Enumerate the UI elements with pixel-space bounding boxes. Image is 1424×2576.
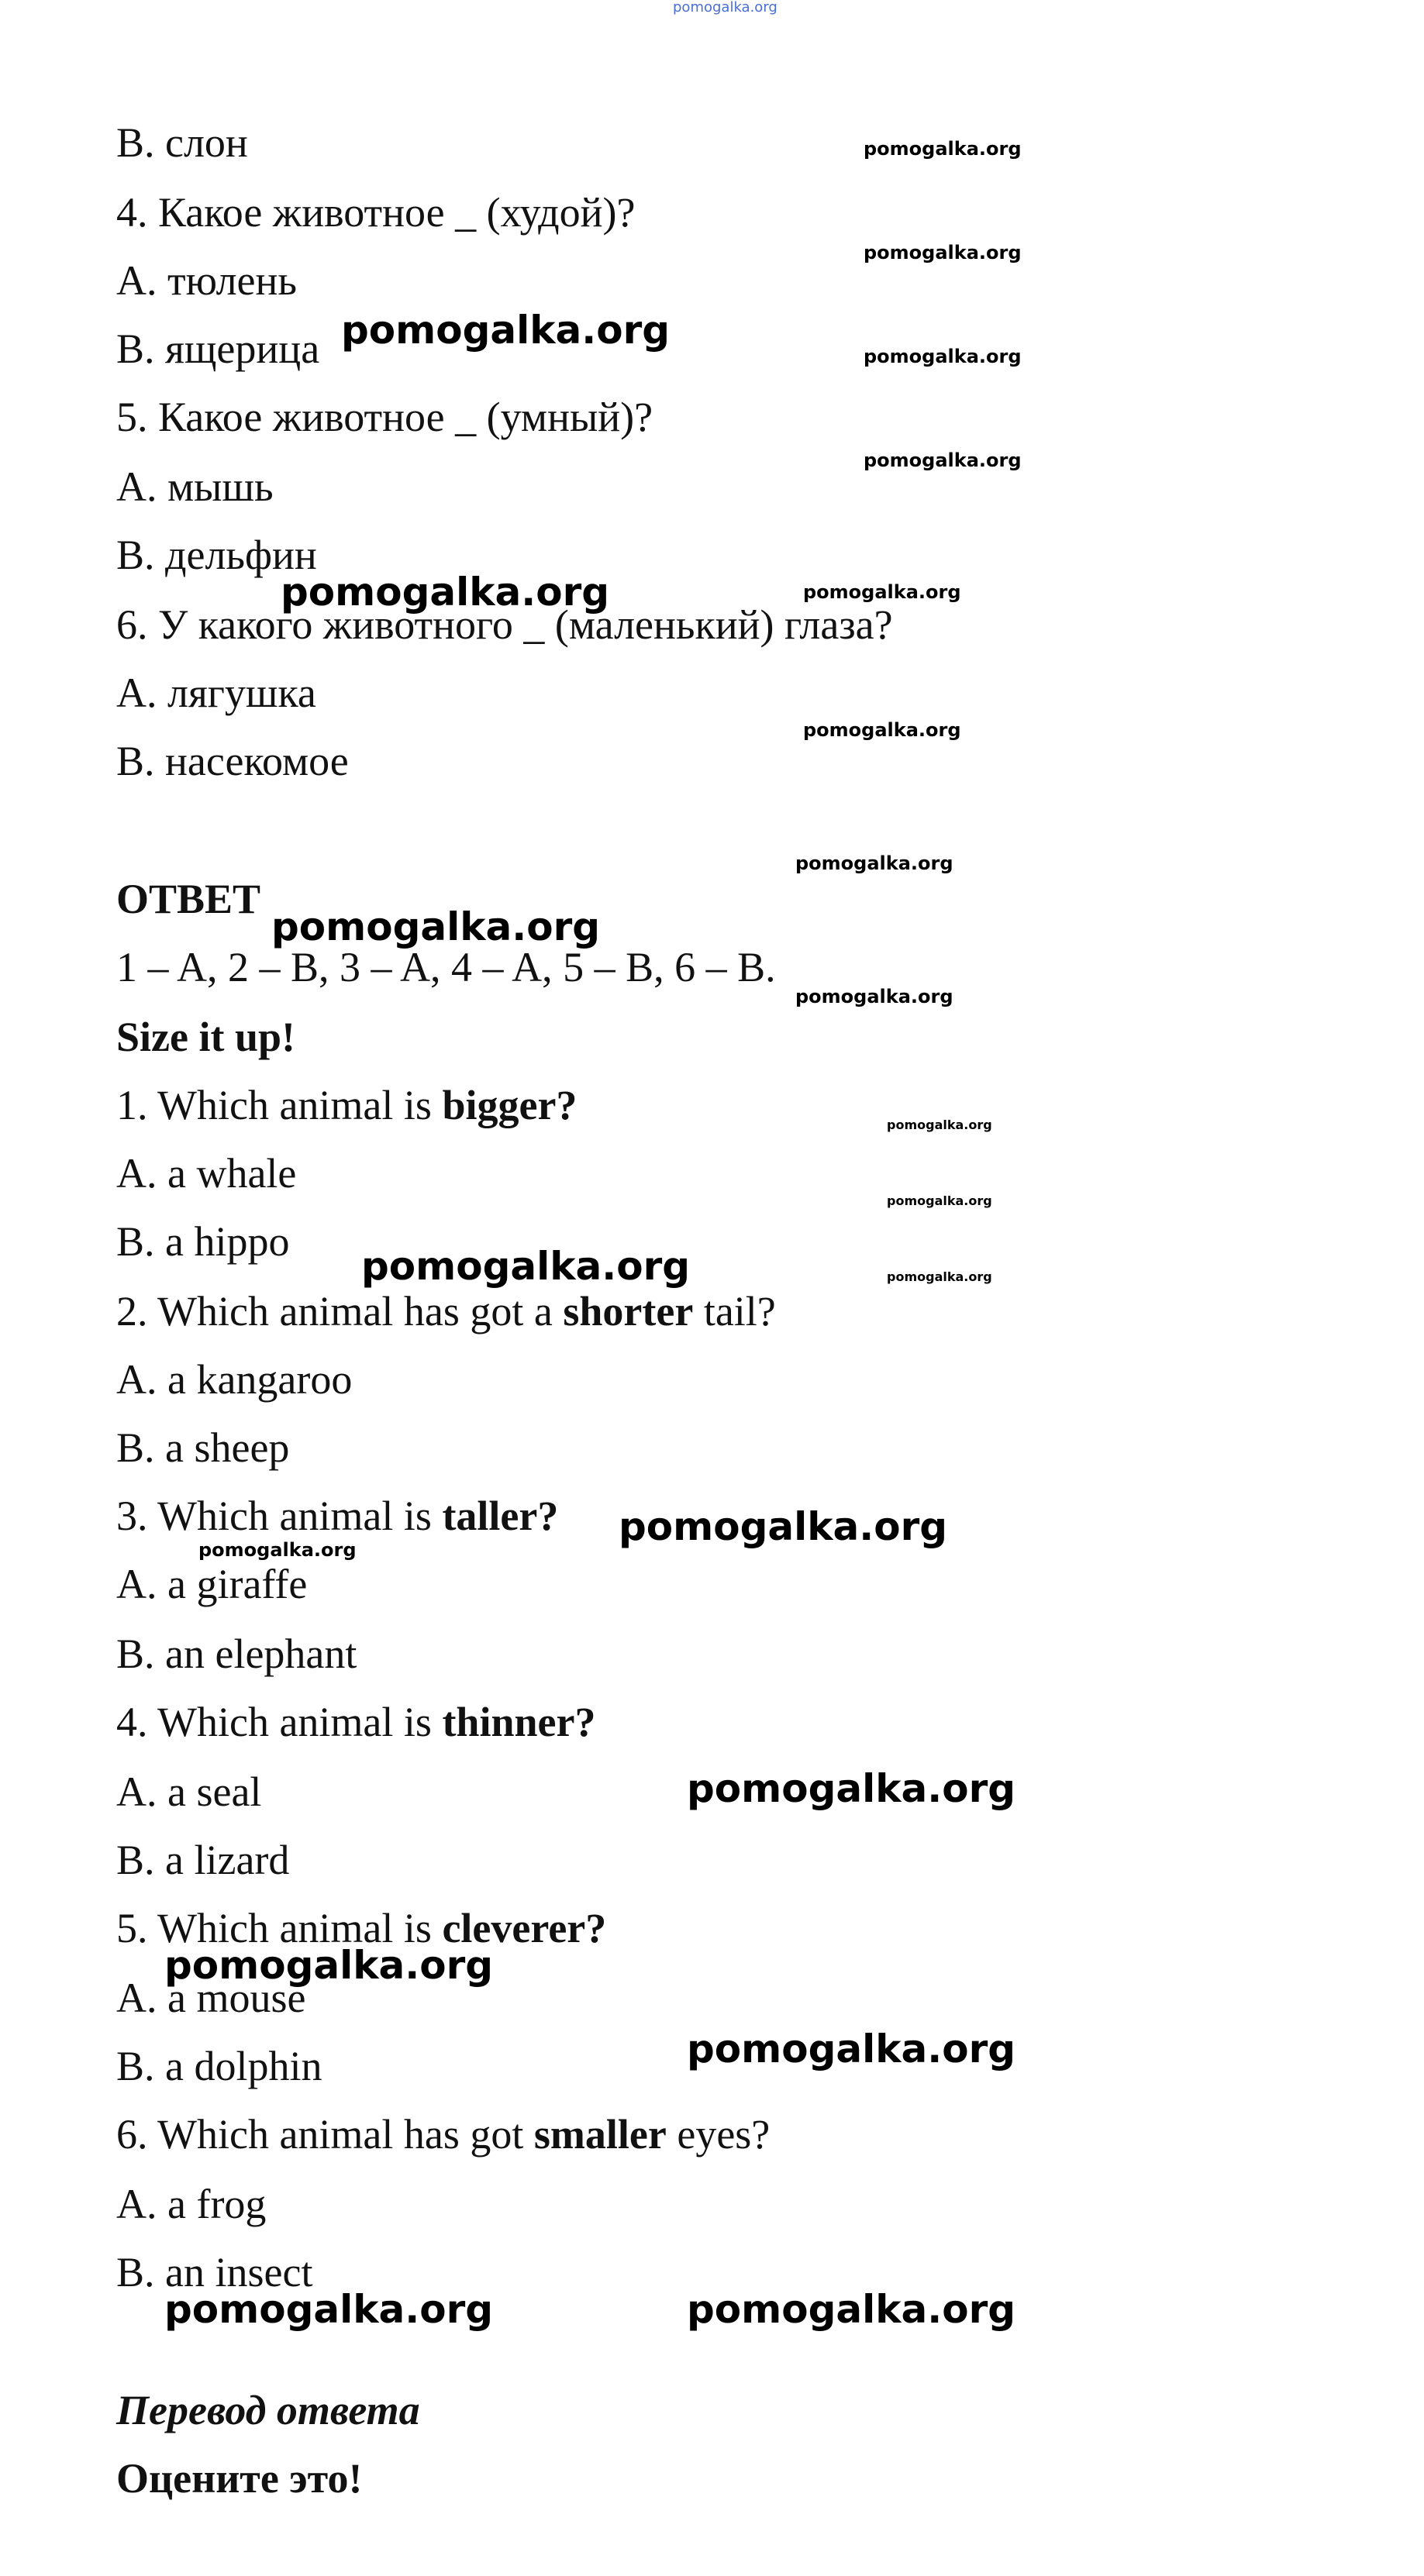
watermark: pomogalka.org — [281, 570, 610, 615]
watermark: pomogalka.org — [887, 1193, 992, 1208]
watermark: pomogalka.org — [887, 1269, 992, 1284]
question-4-keyword: thinner? — [442, 1699, 596, 1745]
option-a3: A. a giraffe — [116, 1561, 308, 1607]
watermark: pomogalka.org — [803, 581, 961, 603]
watermark: pomogalka.org — [864, 346, 1022, 367]
option-a2: A. a kangaroo — [116, 1356, 353, 1403]
watermark: pomogalka.org — [687, 2027, 1016, 2071]
watermark: pomogalka.org — [864, 242, 1022, 263]
option-a1: A. a whale — [116, 1150, 297, 1197]
watermark-top: pomogalka.org — [673, 0, 778, 15]
watermark: pomogalka.org — [864, 138, 1022, 160]
watermark: pomogalka.org — [864, 449, 1022, 471]
watermark: pomogalka.org — [341, 308, 671, 353]
watermark: pomogalka.org — [795, 986, 953, 1007]
question-1-text: 1. Which animal is — [116, 1082, 443, 1128]
watermark: pomogalka.org — [619, 1504, 948, 1549]
option-a5: A. a mouse — [116, 1975, 306, 2021]
question-4 — [116, 1697, 595, 1747]
watermark: pomogalka.org — [164, 1943, 494, 1988]
question-3-text: 3. Which animal is — [116, 1493, 443, 1539]
option-a4-ru: A. тюлень — [116, 257, 298, 304]
option-b6-ru: B. насекомое — [116, 738, 349, 784]
option-a4: A. a seal — [116, 1768, 262, 1815]
question-5-ru: 5. Какое животное _ (умный)? — [116, 394, 653, 440]
option-b4-ru: B. ящерица — [116, 325, 320, 372]
question-5-keyword: cleverer? — [442, 1905, 607, 1951]
question-6-keyword: smaller — [533, 2111, 667, 2158]
section-title: Size it up! — [116, 1014, 296, 1060]
watermark: pomogalka.org — [198, 1539, 357, 1561]
answer-text: 1 – A, 2 – B, 3 – A, 4 – A, 5 – B, 6 – B. — [116, 944, 776, 990]
watermark: pomogalka.org — [887, 1118, 992, 1132]
watermark: pomogalka.org — [687, 2287, 1016, 2332]
watermark: pomogalka.org — [795, 852, 953, 874]
question-1 — [116, 1080, 577, 1130]
answer-heading: ОТВЕТ — [116, 876, 261, 922]
question-5-text: 5. Which animal is — [116, 1905, 443, 1951]
option-b4: B. a lizard — [116, 1837, 290, 1883]
question-6-text: 6. Which animal has got — [116, 2111, 534, 2158]
option-b3: B. an elephant — [116, 1631, 357, 1677]
question-2-text: 2. Which animal has got a — [116, 1288, 564, 1334]
question-2-keyword: shorter — [563, 1288, 694, 1334]
option-b5: B. a dolphin — [116, 2043, 322, 2089]
question-6-suffix: eyes? — [666, 2111, 771, 2158]
translation-heading: Перевод ответа — [116, 2387, 420, 2433]
question-4-text: 4. Which animal is — [116, 1699, 443, 1745]
option-b1: B. a hippo — [116, 1218, 290, 1265]
watermark: pomogalka.org — [361, 1244, 691, 1289]
question-2-suffix: tail? — [693, 1288, 776, 1334]
question-6 — [116, 2109, 770, 2159]
question-6-ru: 6. У какого животного _ (маленький) глаза? — [116, 601, 893, 648]
option-a6: A. a frog — [116, 2181, 267, 2227]
option-b5-ru: B. дельфин — [116, 532, 317, 578]
watermark: pomogalka.org — [803, 719, 961, 741]
option-a6-ru: A. лягушка — [116, 670, 316, 716]
question-4-ru: 4. Какое животное _ (худой)? — [116, 189, 636, 236]
option-b2: B. a sheep — [116, 1424, 290, 1471]
question-3 — [116, 1491, 558, 1541]
translation-subheading: Оцените это! — [116, 2455, 363, 2502]
question-3-keyword: taller? — [442, 1493, 559, 1539]
option-b3-ru: B. слон — [116, 119, 248, 166]
option-a5-ru: A. мышь — [116, 463, 274, 510]
watermark: pomogalka.org — [687, 1766, 1016, 1811]
question-2 — [116, 1286, 776, 1336]
question-1-keyword: bigger? — [442, 1082, 578, 1128]
option-b6: B. an insect — [116, 2249, 313, 2295]
watermark: pomogalka.org — [164, 2287, 494, 2332]
watermark: pomogalka.org — [271, 904, 601, 949]
